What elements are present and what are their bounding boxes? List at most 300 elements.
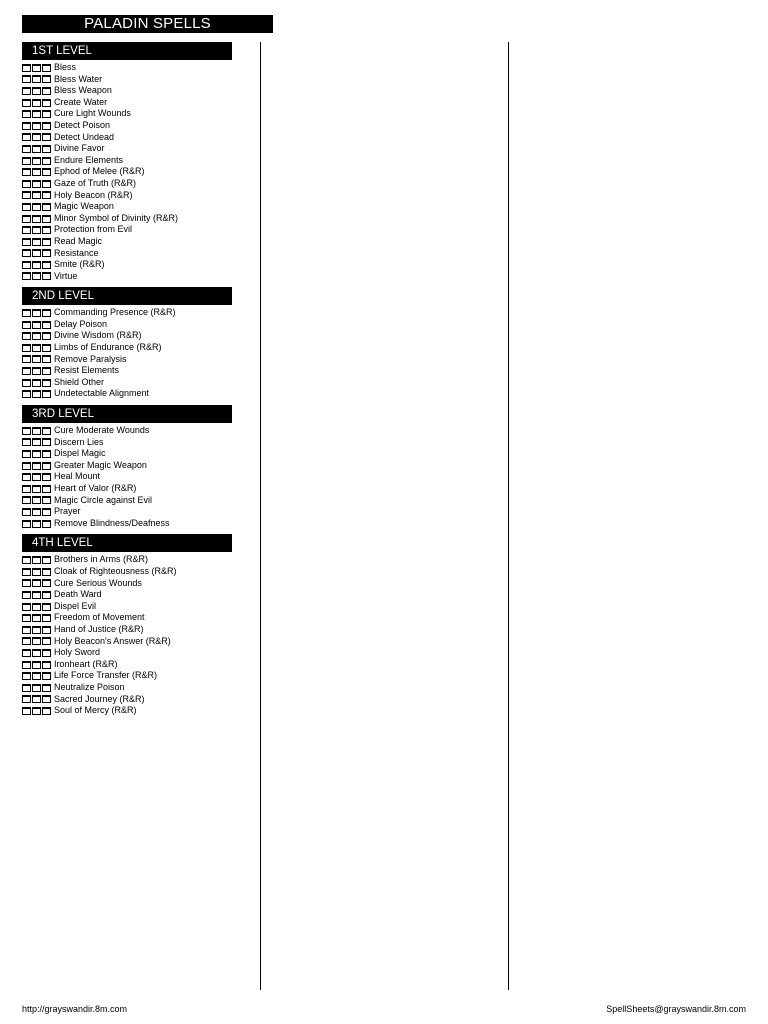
spell-name: Greater Magic Weapon — [54, 459, 147, 470]
spell-name: Remove Blindness/Deafness — [54, 517, 170, 528]
prep-checkbox[interactable] — [32, 520, 41, 528]
prep-checkbox[interactable] — [22, 367, 31, 375]
spell-name: Death Ward — [54, 589, 102, 600]
prep-checkbox[interactable] — [22, 180, 31, 188]
prep-checkbox[interactable] — [22, 390, 31, 398]
prep-checkbox[interactable] — [42, 64, 51, 72]
prep-checkbox[interactable] — [22, 355, 31, 363]
prep-checkbox[interactable] — [32, 496, 41, 504]
spell-row — [22, 483, 232, 495]
spell-row — [22, 307, 232, 319]
spell-name: Commanding Presence (R&R) — [54, 307, 176, 318]
prep-checkboxes — [22, 603, 52, 611]
prep-checkboxes — [22, 344, 52, 352]
prep-checkbox[interactable] — [22, 87, 31, 95]
prep-checkbox[interactable] — [22, 462, 31, 470]
prep-checkbox[interactable] — [22, 249, 31, 257]
prep-checkbox[interactable] — [32, 344, 41, 352]
prep-checkboxes — [22, 261, 52, 269]
prep-checkbox[interactable] — [42, 261, 51, 269]
spell-row — [22, 155, 232, 167]
prep-checkboxes — [22, 427, 52, 435]
prep-checkbox[interactable] — [42, 438, 51, 446]
prep-checkbox[interactable] — [42, 226, 51, 234]
prep-checkbox[interactable] — [42, 485, 51, 493]
prep-checkbox[interactable] — [42, 332, 51, 340]
prep-checkbox[interactable] — [32, 438, 41, 446]
prep-checkbox[interactable] — [42, 390, 51, 398]
spell-row — [22, 342, 232, 354]
spell-row — [22, 330, 232, 342]
spell-row — [22, 578, 232, 590]
prep-checkbox[interactable] — [22, 238, 31, 246]
prep-checkbox[interactable] — [32, 427, 41, 435]
prep-checkboxes — [22, 249, 52, 257]
spell-row — [22, 388, 232, 400]
prep-checkbox[interactable] — [32, 367, 41, 375]
spell-row — [22, 495, 232, 507]
spell-name: Bless — [54, 62, 77, 72]
prep-checkboxes — [22, 180, 52, 188]
prep-checkbox[interactable] — [42, 661, 51, 669]
prep-checkbox[interactable] — [32, 145, 41, 153]
prep-checkbox[interactable] — [42, 87, 51, 95]
spell-row — [22, 224, 232, 236]
spell-name: Read Magic — [54, 235, 103, 246]
prep-checkbox[interactable] — [22, 591, 31, 599]
prep-checkbox[interactable] — [42, 157, 51, 165]
spell-name: Brothers in Arms (R&R) — [54, 554, 149, 565]
prep-checkbox[interactable] — [22, 637, 31, 645]
prep-checkbox[interactable] — [42, 272, 51, 280]
prep-checkbox[interactable] — [22, 520, 31, 528]
prep-checkbox[interactable] — [32, 695, 41, 703]
prep-checkbox[interactable] — [32, 450, 41, 458]
spell-row — [22, 319, 232, 331]
prep-checkboxes — [22, 473, 52, 481]
spell-row — [22, 271, 232, 283]
prep-checkboxes — [22, 226, 52, 234]
prep-checkbox[interactable] — [22, 438, 31, 446]
prep-checkboxes — [22, 122, 52, 130]
spell-name: Shield Other — [54, 376, 105, 387]
prep-checkbox[interactable] — [32, 238, 41, 246]
prep-checkbox[interactable] — [22, 157, 31, 165]
spell-row — [22, 589, 232, 601]
prep-checkbox[interactable] — [22, 485, 31, 493]
prep-checkbox[interactable] — [22, 215, 31, 223]
prep-checkbox[interactable] — [32, 672, 41, 680]
prep-checkbox[interactable] — [22, 168, 31, 176]
prep-checkbox[interactable] — [22, 626, 31, 634]
prep-checkboxes — [22, 355, 52, 363]
prep-checkbox[interactable] — [22, 321, 31, 329]
spell-name: Gaze of Truth (R&R) — [54, 177, 137, 188]
prep-checkbox[interactable] — [42, 168, 51, 176]
spell-row — [22, 647, 232, 659]
spell-name: Endure Elements — [54, 154, 124, 165]
spell-name: Ephod of Melee (R&R) — [54, 166, 145, 177]
prep-checkbox[interactable] — [22, 473, 31, 481]
prep-checkbox[interactable] — [22, 614, 31, 622]
spell-name: Limbs of Endurance (R&R) — [54, 342, 162, 353]
prep-checkbox[interactable] — [32, 707, 41, 715]
prep-checkbox[interactable] — [22, 661, 31, 669]
prep-checkbox[interactable] — [32, 110, 41, 118]
spell-row — [22, 506, 232, 518]
spell-name: Remove Paralysis — [54, 353, 127, 364]
spell-name: Magic Weapon — [54, 201, 114, 212]
spell-row — [22, 236, 232, 248]
spell-name: Bless Weapon — [54, 85, 112, 96]
prep-checkbox[interactable] — [22, 344, 31, 352]
level-header: 3RD LEVEL — [22, 405, 232, 423]
prep-checkboxes — [22, 614, 52, 622]
prep-checkbox[interactable] — [42, 626, 51, 634]
prep-checkbox[interactable] — [22, 309, 31, 317]
prep-checkbox[interactable] — [42, 556, 51, 564]
footer-email[interactable]: SpellSheets@grayswandir.8m.com — [606, 1004, 746, 1014]
spell-name: Neutralize Poison — [54, 681, 125, 692]
spell-row — [22, 120, 232, 132]
spell-name: Sacred Journey (R&R) — [54, 693, 145, 704]
page-title: PALADIN SPELLS — [22, 15, 273, 33]
spell-name: Prayer — [54, 506, 81, 517]
prep-checkbox[interactable] — [42, 614, 51, 622]
prep-checkbox[interactable] — [22, 427, 31, 435]
prep-checkbox[interactable] — [32, 684, 41, 692]
prep-checkbox[interactable] — [42, 707, 51, 715]
prep-checkbox[interactable] — [22, 203, 31, 211]
prep-checkbox[interactable] — [22, 122, 31, 130]
prep-checkbox[interactable] — [32, 261, 41, 269]
spell-name: Freedom of Movement — [54, 612, 145, 623]
level-header: 4TH LEVEL — [22, 534, 232, 552]
prep-checkboxes — [22, 520, 52, 528]
prep-checkbox[interactable] — [42, 249, 51, 257]
spell-row — [22, 190, 232, 202]
prep-checkbox[interactable] — [22, 508, 31, 516]
spell-row — [22, 259, 232, 271]
prep-checkbox[interactable] — [42, 579, 51, 587]
spell-name: Holy Sword — [54, 647, 101, 658]
prep-checkbox[interactable] — [42, 637, 51, 645]
prep-checkbox[interactable] — [32, 64, 41, 72]
spell-row — [22, 566, 232, 578]
prep-checkbox[interactable] — [32, 75, 41, 83]
spell-row — [22, 377, 232, 389]
spell-row — [22, 624, 232, 636]
prep-checkboxes — [22, 87, 52, 95]
prep-checkbox[interactable] — [42, 344, 51, 352]
prep-checkboxes — [22, 438, 52, 446]
prep-checkbox[interactable] — [42, 191, 51, 199]
prep-checkbox[interactable] — [32, 191, 41, 199]
prep-checkbox[interactable] — [42, 427, 51, 435]
spell-name: Cloak of Righteousness (R&R) — [54, 565, 177, 576]
spell-name: Resistance — [54, 247, 99, 258]
level-header: 2ND LEVEL — [22, 287, 232, 305]
spell-row — [22, 248, 232, 260]
spell-name: Undetectable Alignment — [54, 388, 150, 399]
prep-checkboxes — [22, 64, 52, 72]
prep-checkboxes — [22, 579, 52, 587]
prep-checkbox[interactable] — [42, 473, 51, 481]
spell-row — [22, 213, 232, 225]
prep-checkbox[interactable] — [22, 496, 31, 504]
prep-checkboxes — [22, 556, 52, 564]
spell-name: Protection from Evil — [54, 224, 133, 235]
spell-row — [22, 85, 232, 97]
spell-row — [22, 425, 232, 437]
spell-row — [22, 636, 232, 648]
prep-checkboxes — [22, 496, 52, 504]
prep-checkbox[interactable] — [42, 672, 51, 680]
prep-checkboxes — [22, 215, 52, 223]
prep-checkbox[interactable] — [42, 110, 51, 118]
spell-name: Detect Undead — [54, 131, 115, 142]
prep-checkbox[interactable] — [32, 614, 41, 622]
prep-checkbox[interactable] — [42, 75, 51, 83]
prep-checkboxes — [22, 332, 52, 340]
spell-name: Holy Beacon (R&R) — [54, 189, 133, 200]
prep-checkbox[interactable] — [42, 355, 51, 363]
spell-name: Minor Symbol of Divinity (R&R) — [54, 212, 179, 223]
spell-row — [22, 518, 232, 530]
prep-checkbox[interactable] — [22, 579, 31, 587]
prep-checkbox[interactable] — [32, 355, 41, 363]
prep-checkbox[interactable] — [22, 261, 31, 269]
prep-checkbox[interactable] — [32, 203, 41, 211]
prep-checkbox[interactable] — [22, 450, 31, 458]
prep-checkboxes — [22, 661, 52, 669]
prep-checkboxes — [22, 637, 52, 645]
prep-checkbox[interactable] — [32, 649, 41, 657]
spell-level-section — [22, 534, 232, 716]
spell-name: Dispel Evil — [54, 600, 97, 611]
prep-checkbox[interactable] — [32, 603, 41, 611]
prep-checkbox[interactable] — [42, 238, 51, 246]
prep-checkbox[interactable] — [32, 390, 41, 398]
prep-checkbox[interactable] — [32, 272, 41, 280]
spell-row — [22, 365, 232, 377]
prep-checkbox[interactable] — [22, 145, 31, 153]
prep-checkboxes — [22, 145, 52, 153]
prep-checkboxes — [22, 321, 52, 329]
spell-level-section — [22, 405, 232, 529]
prep-checkboxes — [22, 133, 52, 141]
prep-checkbox[interactable] — [32, 462, 41, 470]
prep-checkbox[interactable] — [32, 87, 41, 95]
column-divider-2 — [508, 42, 509, 990]
prep-checkbox[interactable] — [32, 508, 41, 516]
prep-checkbox[interactable] — [42, 591, 51, 599]
spell-row — [22, 705, 232, 717]
prep-checkbox[interactable] — [22, 707, 31, 715]
spell-row — [22, 132, 232, 144]
prep-checkbox[interactable] — [42, 684, 51, 692]
prep-checkboxes — [22, 203, 52, 211]
spell-row — [22, 201, 232, 213]
prep-checkbox[interactable] — [32, 99, 41, 107]
spell-row — [22, 437, 232, 449]
prep-checkbox[interactable] — [42, 508, 51, 516]
spell-name: Soul of Mercy (R&R) — [54, 705, 137, 716]
prep-checkboxes — [22, 367, 52, 375]
prep-checkbox[interactable] — [22, 603, 31, 611]
prep-checkbox[interactable] — [32, 556, 41, 564]
spell-row — [22, 659, 232, 671]
spell-row — [22, 62, 232, 74]
prep-checkbox[interactable] — [22, 379, 31, 387]
spell-name: Delay Poison — [54, 318, 108, 329]
prep-checkbox[interactable] — [22, 684, 31, 692]
prep-checkboxes — [22, 390, 52, 398]
prep-checkbox[interactable] — [42, 99, 51, 107]
spell-name: Life Force Transfer (R&R) — [54, 670, 158, 681]
prep-checkboxes — [22, 309, 52, 317]
prep-checkbox[interactable] — [32, 637, 41, 645]
prep-checkboxes — [22, 99, 52, 107]
prep-checkbox[interactable] — [32, 249, 41, 257]
prep-checkbox[interactable] — [22, 672, 31, 680]
prep-checkbox[interactable] — [22, 568, 31, 576]
prep-checkboxes — [22, 707, 52, 715]
spell-row — [22, 694, 232, 706]
spell-column — [22, 42, 232, 722]
prep-checkbox[interactable] — [42, 520, 51, 528]
prep-checkboxes — [22, 649, 52, 657]
prep-checkbox[interactable] — [22, 191, 31, 199]
footer-website[interactable]: http://grayswandir.8m.com — [22, 1004, 128, 1014]
prep-checkbox[interactable] — [32, 321, 41, 329]
prep-checkbox[interactable] — [32, 579, 41, 587]
prep-checkbox[interactable] — [22, 272, 31, 280]
prep-checkbox[interactable] — [32, 661, 41, 669]
prep-checkboxes — [22, 508, 52, 516]
prep-checkbox[interactable] — [32, 485, 41, 493]
spell-row — [22, 178, 232, 190]
prep-checkboxes — [22, 462, 52, 470]
spell-level-section — [22, 42, 232, 282]
prep-checkbox[interactable] — [32, 226, 41, 234]
prep-checkbox[interactable] — [22, 649, 31, 657]
prep-checkboxes — [22, 695, 52, 703]
spell-row — [22, 670, 232, 682]
spell-name: Holy Beacon's Answer (R&R) — [54, 635, 171, 646]
prep-checkbox[interactable] — [42, 203, 51, 211]
spell-name: Magic Circle against Evil — [54, 494, 153, 505]
prep-checkbox[interactable] — [32, 157, 41, 165]
spell-row — [22, 554, 232, 566]
prep-checkbox[interactable] — [22, 556, 31, 564]
prep-checkbox[interactable] — [42, 133, 51, 141]
spell-name: Cure Serious Wounds — [54, 577, 142, 588]
prep-checkbox[interactable] — [22, 133, 31, 141]
spell-row — [22, 612, 232, 624]
prep-checkbox[interactable] — [42, 122, 51, 130]
spell-name: Heart of Valor (R&R) — [54, 483, 137, 493]
prep-checkbox[interactable] — [42, 462, 51, 470]
spell-level-section — [22, 287, 232, 400]
prep-checkbox[interactable] — [22, 332, 31, 340]
prep-checkbox[interactable] — [42, 215, 51, 223]
prep-checkbox[interactable] — [32, 626, 41, 634]
prep-checkbox[interactable] — [32, 168, 41, 176]
prep-checkbox[interactable] — [32, 309, 41, 317]
prep-checkboxes — [22, 168, 52, 176]
prep-checkboxes — [22, 684, 52, 692]
spell-row — [22, 143, 232, 155]
spell-name: Smite (R&R) — [54, 259, 105, 270]
prep-checkbox[interactable] — [32, 473, 41, 481]
prep-checkboxes — [22, 450, 52, 458]
spell-name: Discern Lies — [54, 436, 104, 447]
prep-checkbox[interactable] — [42, 145, 51, 153]
prep-checkbox[interactable] — [32, 332, 41, 340]
prep-checkbox[interactable] — [42, 695, 51, 703]
prep-checkbox[interactable] — [42, 180, 51, 188]
prep-checkbox[interactable] — [22, 64, 31, 72]
prep-checkbox[interactable] — [22, 99, 31, 107]
prep-checkbox[interactable] — [42, 450, 51, 458]
spell-name: Detect Poison — [54, 119, 111, 130]
spell-name: Heal Mount — [54, 471, 101, 482]
prep-checkbox[interactable] — [32, 379, 41, 387]
prep-checkboxes — [22, 238, 52, 246]
spell-name: Hand of Justice (R&R) — [54, 623, 144, 634]
spell-name: Divine Favor — [54, 143, 105, 154]
prep-checkbox[interactable] — [32, 568, 41, 576]
prep-checkbox[interactable] — [32, 133, 41, 141]
spell-row — [22, 97, 232, 109]
prep-checkbox[interactable] — [22, 75, 31, 83]
prep-checkbox[interactable] — [42, 649, 51, 657]
prep-checkbox[interactable] — [42, 367, 51, 375]
level-header: 1ST LEVEL — [22, 42, 232, 60]
prep-checkbox[interactable] — [42, 379, 51, 387]
prep-checkbox[interactable] — [42, 309, 51, 317]
prep-checkboxes — [22, 157, 52, 165]
prep-checkboxes — [22, 672, 52, 680]
prep-checkboxes — [22, 110, 52, 118]
spell-row — [22, 108, 232, 120]
spell-name: Resist Elements — [54, 365, 120, 376]
spell-name: Dispel Magic — [54, 448, 106, 459]
spell-name: Cure Light Wounds — [54, 108, 131, 119]
prep-checkbox[interactable] — [42, 321, 51, 329]
prep-checkboxes — [22, 191, 52, 199]
prep-checkbox[interactable] — [22, 110, 31, 118]
prep-checkbox[interactable] — [22, 226, 31, 234]
prep-checkboxes — [22, 75, 52, 83]
prep-checkbox[interactable] — [42, 568, 51, 576]
spell-row — [22, 460, 232, 472]
spell-name: Cure Moderate Wounds — [54, 425, 150, 436]
prep-checkbox[interactable] — [22, 695, 31, 703]
prep-checkboxes — [22, 626, 52, 634]
spell-row — [22, 448, 232, 460]
prep-checkbox[interactable] — [32, 180, 41, 188]
prep-checkbox[interactable] — [32, 215, 41, 223]
spell-name: Ironheart (R&R) — [54, 658, 118, 669]
prep-checkbox[interactable] — [42, 603, 51, 611]
spell-row — [22, 166, 232, 178]
spell-row — [22, 682, 232, 694]
prep-checkbox[interactable] — [32, 591, 41, 599]
prep-checkbox[interactable] — [42, 496, 51, 504]
prep-checkbox[interactable] — [32, 122, 41, 130]
